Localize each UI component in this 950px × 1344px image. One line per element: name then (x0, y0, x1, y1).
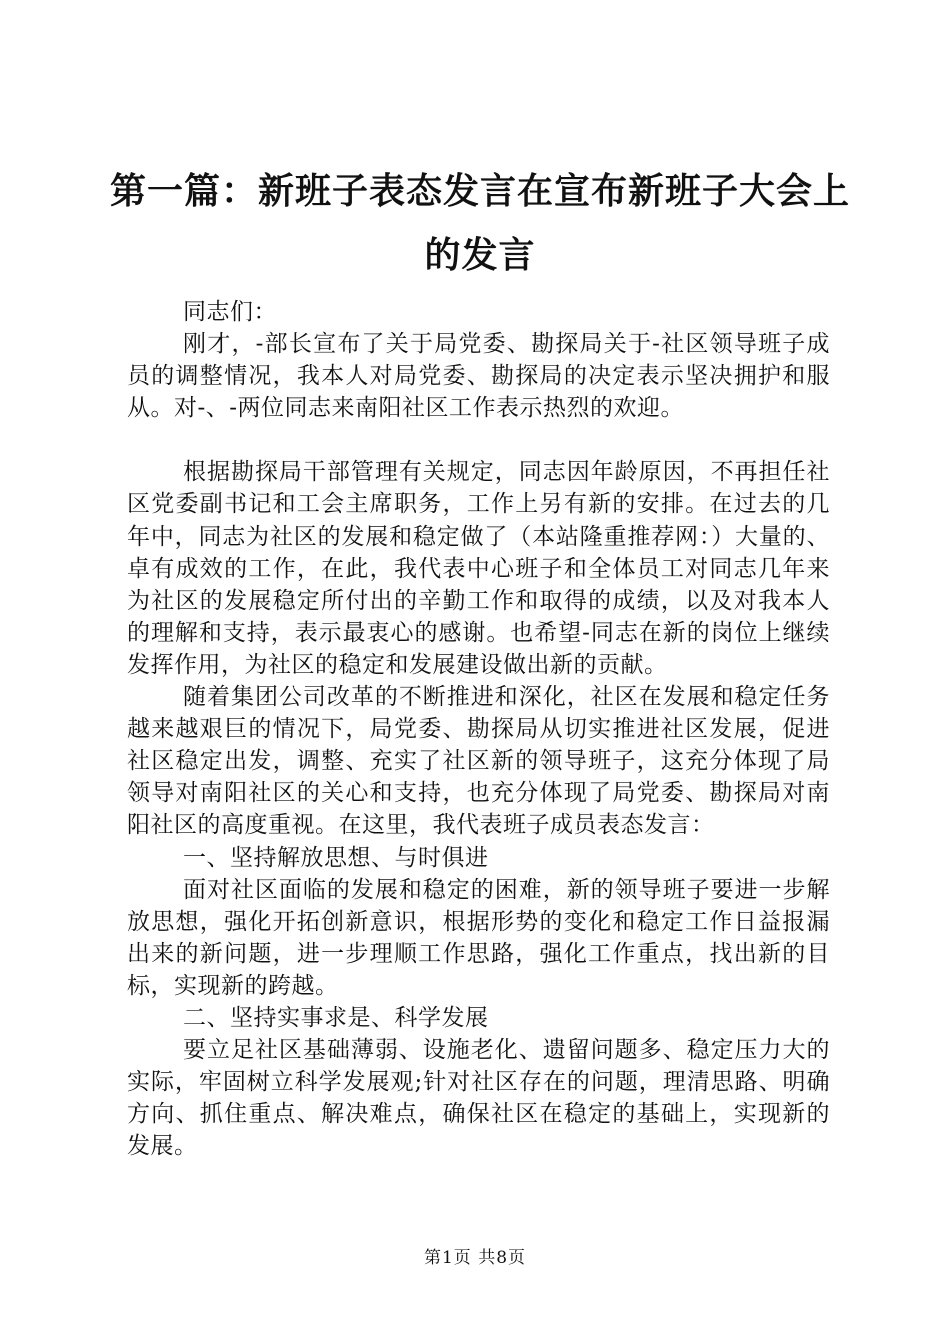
page-number: 第1页 共8页 (423, 1248, 527, 1268)
paragraph-thanks: 根据勘探局干部管理有关规定，同志因年龄原因，不再担任社区党委副书记和工会主席职务，工作上另有新的安排。在过去的几年中，同志为社区的发展和稳定做了（本站隆重推荐网：）大量的、卓有成效的工作，在此，我代表中心班子和全体员工对同志几年来为社区的发展稳定所付出的辛勤工作和取得的成绩，以及对我本人的理解和支持，表示最衷心的感谢。也希望-同志在新的岗位上继续发挥作用，为社区的稳定和发展建设做出新的贡献。 (127, 459, 830, 678)
section-heading-2: 二、坚持实事求是、科学发展 (183, 1004, 489, 1031)
paragraph-context: 随着集团公司改革的不断推进和深化，社区在发展和稳定任务越来越艰巨的情况下，局党委、勘探局从切实推进社区发展，促进社区稳定出发，调整、充实了社区新的领导班子，这充分体现了局领导对南阳社区的关心和支持，也充分体现了局党委、勘探局对南阳社区的高度重视。在这里，我代表班子成员表态发言： (127, 684, 830, 839)
section-heading-1: 一、坚持解放思想、与时俱进 (183, 844, 489, 871)
document-body (127, 296, 830, 1162)
paragraph-section-2: 要立足社区基础薄弱、设施老化、遗留问题多、稳定压力大的实际，牢固树立科学发展观;针对社区存在的问题，理清思路、明确方向、抓住重点、解决难点，确保社区在稳定的基础上，实现新的发展。 (127, 1037, 830, 1160)
title-line-1: 第一篇：新班子表态发言在宣布新班子大会上 (109, 171, 850, 212)
paragraph-section-1: 面对社区面临的发展和稳定的困难，新的领导班子要进一步解放思想，强化开拓创新意识，根据形势的变化和稳定工作日益报漏出来的新问题，进一步理顺工作思路，强化工作重点，找出新的目标，实现新的跨越。 (127, 876, 830, 999)
paragraph-opening: 刚才，-部长宣布了关于局党委、勘探局关于-社区领导班子成员的调整情况，我本人对局党委、勘探局的决定表示坚决拥护和服从。对-、-两位同志来南阳社区工作表示热烈的欢迎。 (127, 331, 830, 422)
document-title (100, 160, 860, 288)
title-line-2: 的发言 (424, 235, 536, 276)
salutation: 同志们： (183, 299, 277, 325)
